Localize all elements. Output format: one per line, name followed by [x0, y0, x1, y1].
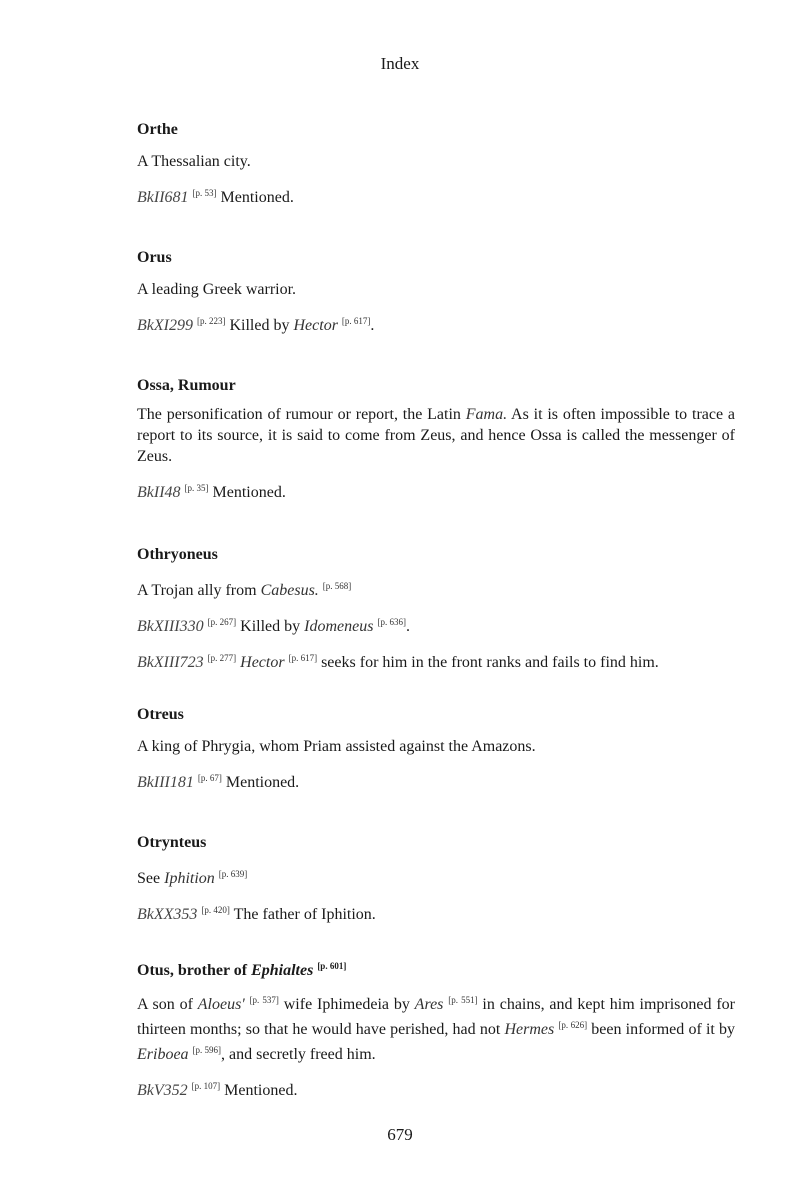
reference-note: Killed by: [225, 317, 294, 334]
reference-note: Mentioned.: [220, 1082, 298, 1099]
cross-reference-link[interactable]: Hermes: [504, 1021, 555, 1038]
reference-note: Mentioned.: [208, 484, 286, 501]
entry-reference: [137, 1076, 735, 1101]
reference-note: The father of Iphition.: [229, 906, 376, 923]
entry-reference: [137, 183, 735, 208]
entry-reference: [137, 478, 735, 503]
reference-note: Killed by: [236, 618, 305, 635]
page-marker: [p. 223]: [196, 316, 226, 326]
cross-reference-link[interactable]: Aloeus': [197, 996, 245, 1013]
entry-reference: [137, 311, 735, 336]
entry-otus: [137, 961, 735, 1101]
cross-reference-link[interactable]: Cabesus.: [260, 582, 319, 599]
page-marker: [p. 639]: [218, 869, 248, 879]
book-reference-link[interactable]: BkII48: [137, 484, 181, 501]
page-marker: [p. 35]: [184, 483, 209, 493]
entry-title: [137, 961, 735, 980]
book-reference-link[interactable]: BkXI299: [137, 317, 193, 334]
entry-otreus: [137, 706, 735, 793]
entry-reference: [137, 648, 735, 673]
page-marker: [p. 537]: [249, 995, 279, 1005]
entry-description: [137, 576, 735, 601]
book-reference-link[interactable]: BkXIII330: [137, 618, 204, 635]
entry-description: A leading Greek warrior.: [137, 281, 297, 298]
page-marker: [p. 626]: [558, 1020, 588, 1030]
cross-reference-link: Fama.: [465, 406, 508, 423]
entry-title: Orthe: [137, 121, 178, 138]
entry-description: [137, 864, 735, 889]
page-marker: [p. 67]: [197, 773, 222, 783]
entry-description: [137, 990, 735, 1065]
running-head: Index: [380, 54, 420, 73]
page-marker: [p. 617]: [341, 316, 371, 326]
reference-note: .: [370, 317, 375, 334]
page-number: 679: [387, 1125, 413, 1144]
description-text: As it is often impossible to trace a report to its source, it is said to come from Zeus, and hence Ossa is called the messenger of Zeus.: [137, 406, 735, 465]
page-marker: [p. 53]: [192, 188, 217, 198]
book-reference-link[interactable]: BkXIII723: [137, 654, 204, 671]
page-marker: [p. 601]: [317, 961, 347, 971]
entry-description: A king of Phrygia, whom Priam assisted against the Amazons.: [137, 738, 536, 755]
page-marker: [p. 568]: [322, 581, 352, 591]
page-marker: [p. 551]: [448, 995, 478, 1005]
book-reference-link[interactable]: BkV352: [137, 1082, 188, 1099]
page-marker: [p. 267]: [207, 617, 237, 627]
entry-reference: [137, 612, 735, 637]
cross-reference-link[interactable]: Iphition: [164, 870, 215, 887]
description-text: , and secretly freed him.: [221, 1046, 376, 1063]
entry-orus: [137, 249, 735, 336]
entry-otrynteus: [137, 834, 735, 925]
reference-note: .: [405, 618, 410, 635]
cross-reference-link[interactable]: Ares: [414, 996, 444, 1013]
cross-reference-link[interactable]: Hector: [240, 654, 285, 671]
cross-reference-link[interactable]: Idomeneus: [304, 618, 374, 635]
cross-reference-link[interactable]: Eriboea: [137, 1046, 189, 1063]
entry-orthe: [137, 121, 735, 208]
reference-note: seeks for him in the front ranks and fails to find him.: [317, 654, 659, 671]
description-text: The personification of rumour or report, the Latin: [137, 406, 466, 423]
title-text: Otus, brother of: [137, 962, 252, 979]
entry-othryoneus: [137, 546, 735, 673]
description-text: A son of: [137, 996, 198, 1013]
entry-title: Otrynteus: [137, 834, 207, 851]
entry-reference: [137, 768, 735, 793]
entry-reference: [137, 900, 735, 925]
page-marker: [p. 617]: [288, 653, 318, 663]
cross-reference-link[interactable]: Ephialtes: [251, 962, 314, 979]
entry-title: Orus: [137, 249, 172, 266]
book-reference-link[interactable]: BkXX353: [137, 906, 198, 923]
page-marker: [p. 420]: [201, 905, 230, 915]
reference-note: Mentioned.: [216, 189, 294, 206]
entry-description: A Thessalian city.: [137, 153, 251, 170]
page-marker: [p. 636]: [377, 617, 406, 627]
reference-note: Mentioned.: [221, 774, 300, 791]
description-text: A Trojan ally from: [137, 582, 261, 599]
cross-reference-link[interactable]: Hector: [293, 317, 338, 334]
entry-description: [137, 404, 735, 467]
book-reference-link[interactable]: BkIII181: [137, 774, 194, 791]
description-text: been informed of it by: [587, 1021, 736, 1038]
entry-title: Otreus: [137, 706, 184, 723]
description-text: wife Iphimedeia by: [278, 996, 415, 1013]
entry-ossa: [137, 377, 735, 503]
book-reference-link[interactable]: BkII681: [137, 189, 189, 206]
entry-title: Ossa, Rumour: [137, 377, 236, 394]
entry-title: Othryoneus: [137, 546, 218, 563]
page-marker: [p. 107]: [191, 1081, 221, 1091]
page-marker: [p. 277]: [207, 653, 237, 663]
see-text: See: [137, 870, 165, 887]
page-marker: [p. 596]: [192, 1045, 222, 1055]
description-text: in chains, and kept him imprisoned for thirteen months; so that he would have perished, had not: [137, 996, 735, 1038]
